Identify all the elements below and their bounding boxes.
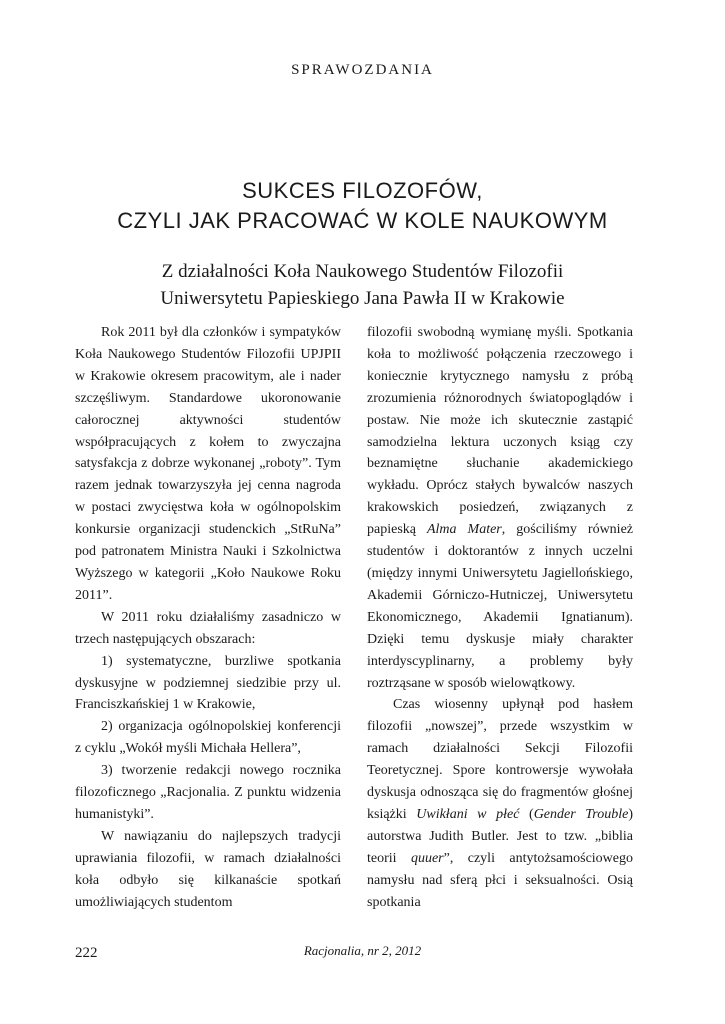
paragraph: W nawiązaniu do najlepszych tradycji uprawiania filozofii, w ramach działalności koła odbyło się kilkanaście spotkań umożliwiających studentom [75,828,341,910]
running-head: SPRAWOZDANIA [291,62,434,78]
title-line-1: SUKCES FILOZOFÓW, [242,178,483,203]
italic-term: Gender Trouble [533,806,629,822]
journal-citation: Racjonalia, nr 2, 2012 [303,943,422,958]
italic-term: Uwikłani w płeć [416,806,520,822]
text-run: ) autorstwa Judith Butler. Jest to tzw. „biblia teorii [367,806,633,866]
text-run: ”, czyli antytożsamościowego namysłu nad sferą płci i seksualności. Osią spotkania [367,850,633,910]
list-item: 1) systematyczne, burzliwe spotkania dyskusyjne w podziemnej siedzibie przy ul. Franciszkańskiej 1 w Krakowie, [75,653,341,713]
list-item: 2) organizacja ogólnopolskiej konferencji z cyklu „Wokół myśli Michała Hellera”, [75,719,341,757]
italic-term: quuer [410,850,444,866]
page-number: 222 [75,945,98,961]
text-run: , gościliśmy również studentów i doktorantów z innych uczelni (między innymi Uniwersytetu Jagiellońskiego, Akademii Górniczo-Hutniczej, Uniwersytetu Ekonomicznego, Akademii Ignatianum). Dzięki temu dyskusje miały charakter interdyscyplinarny, a problemy były roztrząsane w sposób wielowątkowy. [367,522,634,691]
text-run: Czas wiosenny upłynął pod hasłem filozofii „nowszej”, przede wszystkim w ramach działalności Sekcji Filozofii Teoretycznej. Spore kontrowersje wywołała dyskusja odnosząca się do fragmentów głośnej książki [367,697,633,822]
article-subtitle [0,258,725,312]
article-title [0,176,725,236]
paragraph [367,322,633,694]
text-run: ( [519,806,534,822]
text-run: filozofii swobodną wymianę myśli. Spotkania koła to możliwość połączenia rzeczowego i koniecznie krytycznego namysłu z próbą zrozumienia różnorodnych światopoglądów i postaw. Nie może ich skutecznie zastąpić samodzielna lektura uczonych ksiąg czy beznamiętne słuchanie akademickiego wykładu. Oprócz stałych bywalców naszych krakowskich posiedzeń, związanych z papieską [367,325,633,538]
left-column [75,322,341,913]
paragraph: Rok 2011 był dla członków i sympatyków Koła Naukowego Studentów Filozofii UPJPII w Krakowie okresem pracowitym, ale i nader szczęśliwym. Standardowe ukoronowanie całorocznej aktywności studentów współpracujących z kołem to zwyczajna satysfakcja z dobrze wykonanej „roboty”. Tym razem jednak towarzyszyła jej cenna nagroda w postaci zwycięstwa koła w ogólnopolskim konkursie organizacji studenckich „StRuNa” pod patronatem Ministra Nauki i Szkolnictwa Wyższego w kategorii „Koło Naukowe Roku 2011”. [75,325,341,603]
subtitle-line-1: Z działalności Koła Naukowego Studentów Filozofii [161,261,564,282]
paragraph [367,694,633,913]
title-line-2: CZYLI JAK PRACOWAĆ W KOLE NAUKOWYM [117,208,608,233]
list-item: 3) tworzenie redakcji nowego rocznika filozoficznego „Racjonalia. Z punktu widzenia humanistyki”. [75,763,341,822]
subtitle-line-2: Uniwersytetu Papieskiego Jana Pawła II w Krakowie [160,288,565,309]
italic-term: Alma Mater [426,522,502,538]
paragraph: W 2011 roku działaliśmy zasadniczo w trzech następujących obszarach: [75,609,341,647]
right-column [367,322,633,913]
